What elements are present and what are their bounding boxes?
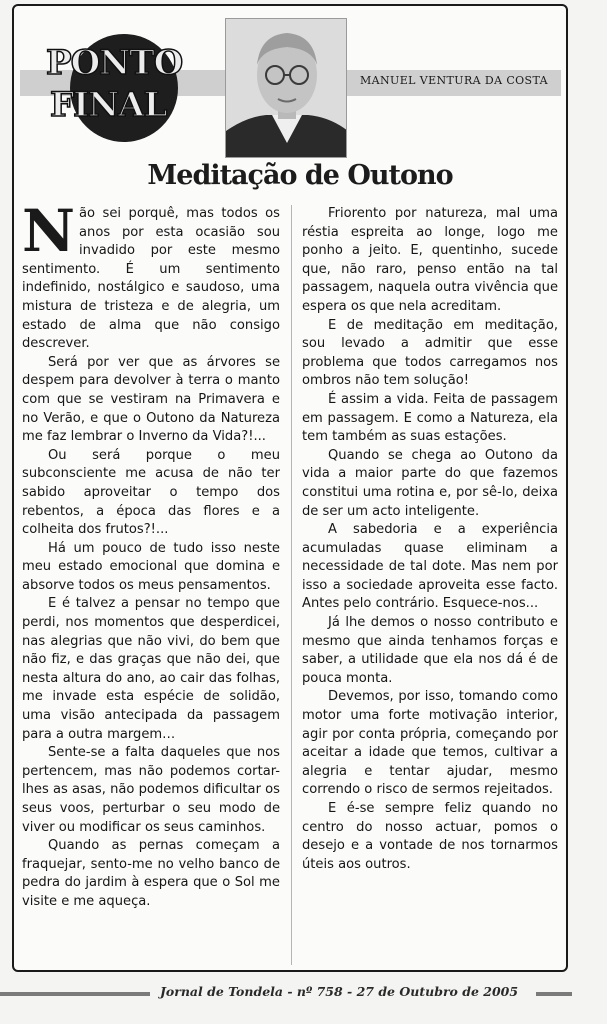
author-photo [225,18,347,158]
article-paragraph: E é talvez a pensar no tempo que perdi, nos momentos que desperdicei, nas alegrias que não vivi, do bem que não fiz, e das graças que não dei, que nesta altura do ano, ao cair das folhas, me invade esta espécie de solidão, uma visão antecipada da passagem para a outra margem… [22,596,280,742]
article-paragraph: Já lhe demos o nosso contributo e mesmo que ainda tenhamos forças e saber, a utilidade que ela nos dá é de pouca monta. [302,615,558,686]
footer-citation: Jornal de Tondela - nº 758 - 27 de Outubro de 2005 [160,984,519,999]
article-paragraph: É assim a vida. Feita de passagem em passagem. E como a Natureza, ela tem também as suas estações. [302,391,558,445]
column-divider [291,205,292,965]
drop-cap: N [22,197,76,265]
article-paragraph: Sente-se a falta daqueles que nos pertencem, mas não podemos cortar-lhes as asas, não podemos dificultar os seus voos, perturbar o seu modo de viver ou modificar os seus caminhos. [22,745,280,835]
footer-rule-left [0,992,150,996]
article-paragraph: Há um pouco de tudo isso neste meu estado emocional que domina e absorve todos os meus pensamentos. [22,540,280,593]
footer-rule-right [536,992,572,996]
column-logo [44,34,184,144]
article-paragraph: Quando as pernas começam a fraquejar, sento-me no velho banco de pedra do jardim à espera que o Sol me visite e me aqueça. [22,838,280,909]
article-paragraph: Quando se chega ao Outono da vida a maior parte do que fazemos constitui uma rotina e, por sê-lo, deixa de ser um acto inteligente. [302,447,558,519]
author-name: MANUEL VENTURA DA COSTA [360,74,548,87]
article-title: Meditação de Outono [147,160,453,191]
article-paragraph: Ou será porque o meu subconsciente me acusa de não ter sabido aproveitar o tempo dos rebentos, a época das flores e a colheita dos frutos?!... [22,447,280,538]
logo-line-2: FINAL [50,85,167,125]
article-paragraph: E é-se sempre feliz quando no centro do nosso actuar, pomos o desejo e a vontade de nos tornarmos úteis aos outros. [302,801,558,872]
article-column-right [302,205,558,874]
page-footer [0,984,607,1004]
article-paragraph: Será por ver que as árvores se despem para devolver à terra o manto com que se vestiram na Primavera e no Verão, e que o Outono da Natureza me faz lembrar o Inverno da Vida?!... [22,354,280,445]
article-column-left [22,197,280,912]
article-paragraph: Friorento por natureza, mal uma réstia espreita ao longe, logo me ponho a jeito. E, quentinho, sucede que, não raro, penso então na tal passagem, naquela outra vivência que espera os que nela acreditam. [302,206,558,314]
article-paragraph: Não sei porquê, mas todos os anos por esta ocasião sou invadido por este mesmo sentimento. É um sentimento indefinido, nostálgico e saudoso, uma mistura de tristeza e de alegria, um estado de alma que não consigo descrever. [22,197,280,352]
logo-line-1: PONTO [46,43,183,83]
article-paragraph: A sabedoria e a experiência acumuladas quase eliminam a necessidade de tal dote. Mas nem por isso a sociedade aproveita esse facto. Antes pelo contrário. Esquece-nos... [302,522,558,612]
article-paragraph: E de meditação em meditação, sou levado a admitir que esse problema que todos carregamos nos ombros não tem solução! [302,317,558,389]
article-paragraph: Devemos, por isso, tomando como motor uma forte motivação interior, agir por conta própria, começando por aceitar a idade que temos, cultivar a alegria e tentar ajudar, mesmo correndo o risco de sermos rejeitados. [302,689,558,798]
